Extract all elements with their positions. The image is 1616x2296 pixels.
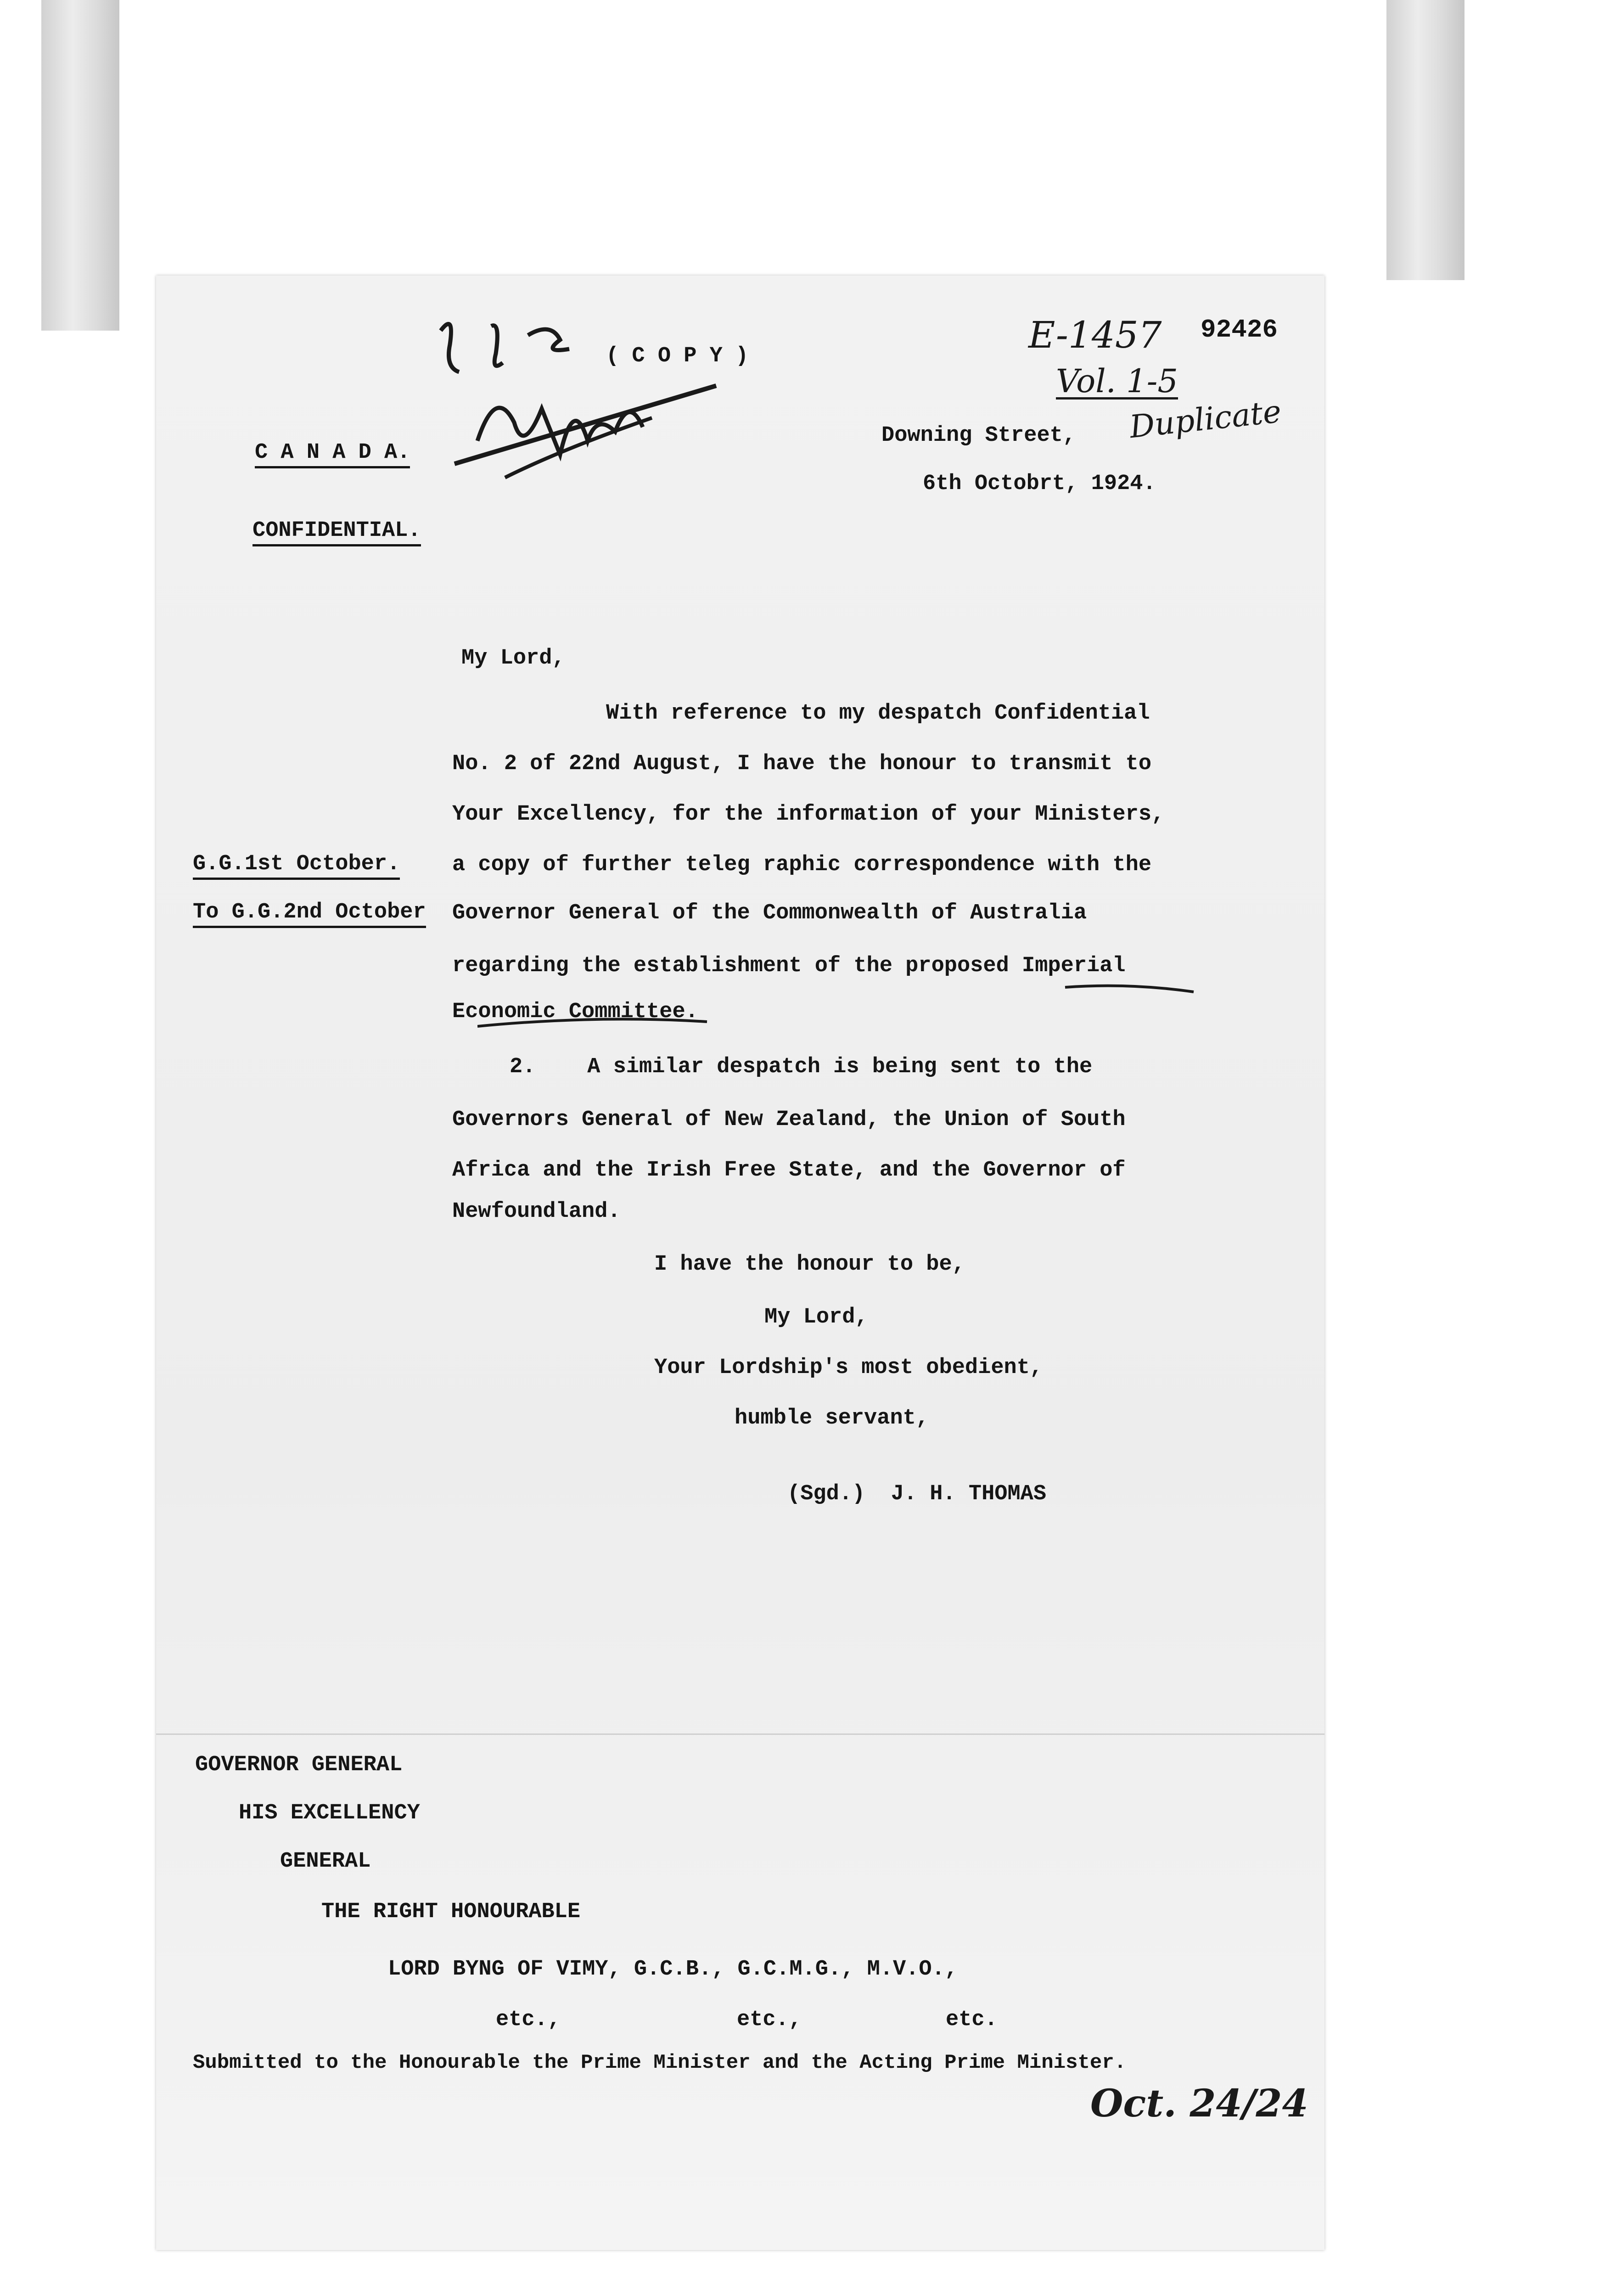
margin-note: G.G.1st October. (193, 853, 400, 880)
body-line: Governors General of New Zealand, the Union of South (452, 1108, 1126, 1132)
body-line: Economic Committee. (452, 1000, 698, 1024)
closing-line: I have the honour to be, (654, 1252, 965, 1277)
file-number: 92426 (1201, 315, 1278, 344)
heading-classification: CONFIDENTIAL. (252, 520, 421, 546)
body-line: a copy of further teleg raphic correspondence with the (452, 853, 1152, 877)
body-line: 2. A similar despatch is being sent to the (510, 1055, 1093, 1079)
margin-note: To G.G.2nd October (193, 901, 426, 928)
closing-line: Your Lordship's most obedient, (654, 1356, 1043, 1380)
etc-item: etc. (946, 2008, 998, 2032)
handwritten-initials (422, 303, 744, 514)
letter-date: 6th Octobrt, 1924. (923, 472, 1156, 496)
copy-mark: ( C O P Y ) (606, 344, 749, 368)
handwritten-date: Oct. 24/24 (1090, 2082, 1308, 2126)
duplicate-annotation: Duplicate (1128, 393, 1283, 446)
closing-line: humble servant, (735, 1406, 929, 1430)
signature: (Sgd.) J. H. THOMAS (787, 1482, 1047, 1506)
addressee-line: GENERAL (280, 1849, 371, 1874)
addressee-line: LORD BYNG OF VIMY, G.C.B., G.C.M.G., M.V.O., (388, 1957, 958, 1981)
body-line: Your Excellency, for the information of your Ministers, (452, 802, 1165, 827)
addressee-line: THE RIGHT HONOURABLE (321, 1900, 581, 1924)
addressee-line: GOVERNOR GENERAL (195, 1753, 403, 1777)
body-line: No. 2 of 22nd August, I have the honour to transmit to (452, 752, 1152, 776)
handwritten-underline (477, 983, 1212, 1038)
body-line: With reference to my despatch Confidential (606, 701, 1150, 726)
body-line: regarding the establishment of the proposed Imperial (452, 954, 1126, 978)
mounting-tape (1386, 0, 1464, 280)
addressee-line: HIS EXCELLENCY (239, 1801, 420, 1825)
salutation: My Lord, (461, 646, 565, 670)
submitted-line: Submitted to the Honourable the Prime Minister and the Acting Prime Minister. (193, 2051, 1127, 2074)
body-line: Newfoundland. (452, 1199, 621, 1224)
body-line: Africa and the Irish Free State, and the Governor of (452, 1158, 1126, 1182)
body-line: Governor General of the Commonwealth of Australia (452, 901, 1087, 925)
etc-item: etc., (737, 2008, 802, 2032)
file-annotation: E-1457 (1028, 314, 1162, 356)
closing-line: My Lord, (764, 1305, 868, 1329)
sheet-fold-line (156, 1733, 1324, 1735)
etc-item: etc., (496, 2008, 561, 2032)
sender-address: Downing Street, (881, 423, 1076, 448)
heading-country: C A N A D A. (255, 442, 410, 468)
mounting-tape (41, 0, 119, 331)
volume-annotation: Vol. 1-5 (1056, 362, 1178, 400)
